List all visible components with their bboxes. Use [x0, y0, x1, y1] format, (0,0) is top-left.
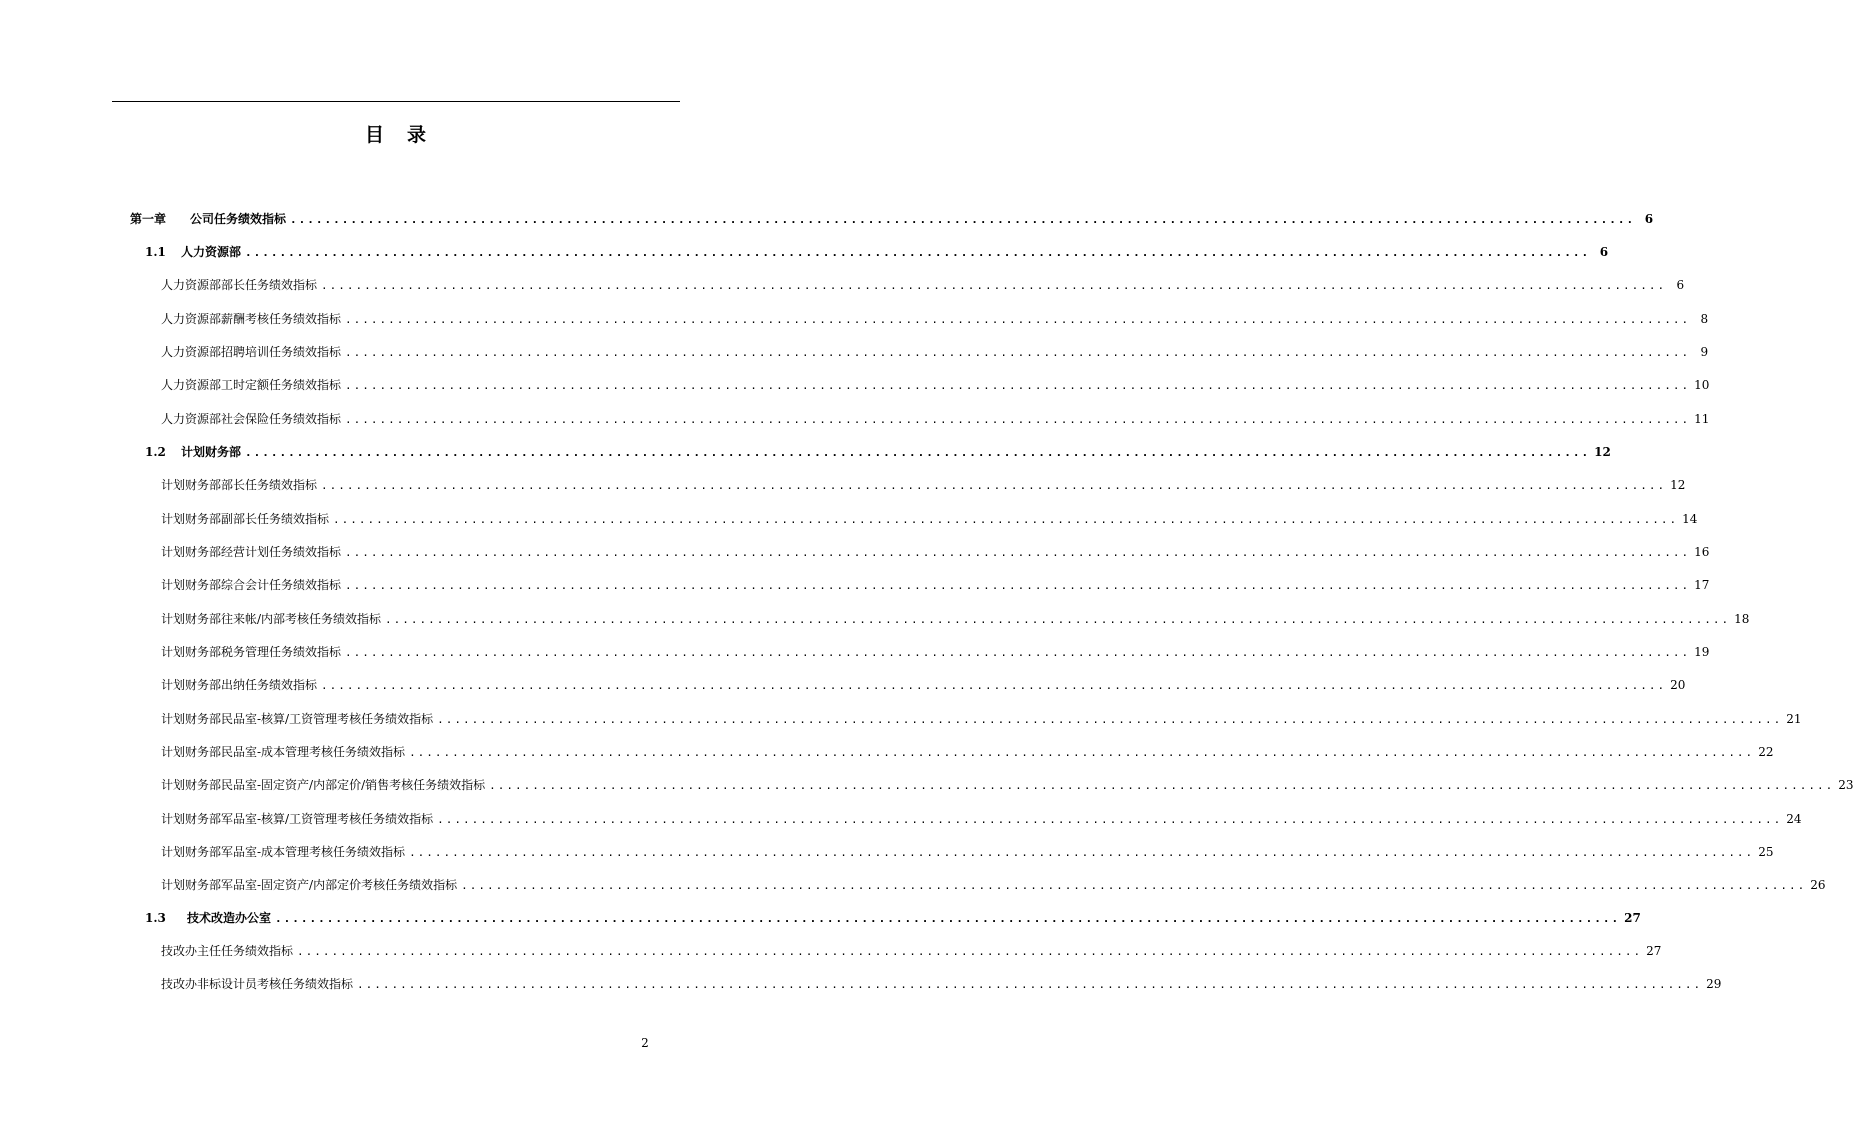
entry-title: 计划财务部军品室-固定资产/内部定价考核任务绩效指标: [161, 878, 458, 892]
entry-title: 计划财务部民品室-固定资产/内部定价/销售考核任务绩效指标: [161, 778, 486, 792]
toc-entry[interactable]: [161, 775, 1854, 795]
dot-leader: ............................................................................................................................................................: [345, 346, 1691, 359]
toc-entry[interactable]: [161, 809, 1802, 829]
dot-leader: ............................................................................................................................................................: [290, 213, 1636, 226]
dot-leader: ............................................................................................................................................................: [345, 379, 1691, 392]
dot-leader: ............................................................................................................................................................: [345, 313, 1691, 326]
entry-title: 人力资源部社会保险任务绩效指标: [161, 412, 342, 426]
entry-page: 12: [1670, 478, 1686, 492]
dot-leader: ............................................................................................................................................................: [489, 779, 1835, 792]
entry-page: 6: [1676, 278, 1685, 292]
toc-entry[interactable]: [161, 642, 1710, 662]
toc-entry[interactable]: [161, 941, 1662, 961]
dot-leader: ............................................................................................................................................................: [345, 413, 1691, 426]
entry-title: 计划财务部民品室-成本管理考核任务绩效指标: [161, 745, 406, 759]
dot-leader: ............................................................................................................................................................: [437, 713, 1783, 726]
toc-entry[interactable]: [161, 842, 1774, 862]
entry-title: 计划财务部副部长任务绩效指标: [161, 512, 330, 526]
entry-page: 6: [1644, 212, 1654, 226]
entry-page: 12: [1594, 445, 1611, 459]
dot-leader: ............................................................................................................................................................: [461, 879, 1807, 892]
entry-title: 技术改造办公室: [187, 911, 272, 925]
dot-leader: ............................................................................................................................................................: [437, 813, 1783, 826]
toc-entry[interactable]: [161, 375, 1710, 395]
entry-page: 24: [1786, 812, 1802, 826]
entry-title: 人力资源部工时定额任务绩效指标: [161, 378, 342, 392]
entry-title: 计划财务部: [181, 445, 242, 459]
dot-leader: ............................................................................................................................................................: [321, 479, 1667, 492]
entry-page: 27: [1624, 911, 1641, 925]
entry-number: 第一章: [130, 212, 167, 226]
entry-title: 计划财务部军品室-成本管理考核任务绩效指标: [161, 845, 406, 859]
dot-leader: ............................................................................................................................................................: [245, 246, 1591, 259]
entry-page: 17: [1694, 578, 1710, 592]
entry-page: 14: [1682, 512, 1698, 526]
entry-title: 计划财务部部长任务绩效指标: [161, 478, 318, 492]
dot-leader: ............................................................................................................................................................: [345, 579, 1691, 592]
entry-page: 21: [1786, 712, 1802, 726]
toc-entry[interactable]: [161, 709, 1802, 729]
toc-entry[interactable]: [161, 575, 1710, 595]
dot-leader: ............................................................................................................................................................: [297, 945, 1643, 958]
dot-leader: ............................................................................................................................................................: [385, 613, 1731, 626]
toc-entry-section-1-1[interactable]: [145, 242, 1609, 262]
entry-title: 人力资源部薪酬考核任务绩效指标: [161, 312, 342, 326]
dot-leader: ............................................................................................................................................................: [321, 279, 1667, 292]
toc-entry[interactable]: [161, 609, 1750, 629]
entry-title: 计划财务部综合会计任务绩效指标: [161, 578, 342, 592]
toc-entry[interactable]: [161, 275, 1685, 295]
entry-title: 技改办非标设计员考核任务绩效指标: [161, 977, 354, 991]
entry-title: 人力资源部招聘培训任务绩效指标: [161, 345, 342, 359]
toc-entry[interactable]: [161, 742, 1774, 762]
entry-number: 1.3: [145, 911, 166, 925]
entry-page: 19: [1694, 645, 1710, 659]
dot-leader: ............................................................................................................................................................: [409, 746, 1755, 759]
dot-leader: ............................................................................................................................................................: [275, 912, 1621, 925]
entry-page: 23: [1838, 778, 1854, 792]
entry-title: 计划财务部军品室-核算/工资管理考核任务绩效指标: [161, 812, 434, 826]
entry-title: 公司任务绩效指标: [190, 212, 287, 226]
page-number: 2: [641, 1036, 649, 1050]
entry-page: 22: [1758, 745, 1774, 759]
toc-entry[interactable]: [161, 475, 1686, 495]
dot-leader: ............................................................................................................................................................: [345, 646, 1691, 659]
entry-page: 10: [1694, 378, 1710, 392]
dot-leader: ............................................................................................................................................................: [409, 846, 1755, 859]
toc-entry-chapter-1[interactable]: [130, 209, 1654, 229]
entry-title: 人力资源部部长任务绩效指标: [161, 278, 318, 292]
toc-entry[interactable]: [161, 342, 1709, 362]
toc-entry-section-1-3[interactable]: [145, 908, 1641, 928]
entry-page: 29: [1706, 977, 1722, 991]
toc-entry[interactable]: [161, 875, 1826, 895]
dot-leader: ............................................................................................................................................................: [245, 446, 1591, 459]
entry-number: 1.1: [145, 245, 166, 259]
dot-leader: ............................................................................................................................................................: [357, 978, 1703, 991]
entry-page: 9: [1700, 345, 1709, 359]
entry-title: 计划财务部民品室-核算/工资管理考核任务绩效指标: [161, 712, 434, 726]
entry-page: 11: [1694, 412, 1710, 426]
entry-page: 8: [1700, 312, 1709, 326]
entry-page: 16: [1694, 545, 1710, 559]
toc-entry[interactable]: [161, 675, 1686, 695]
entry-title: 计划财务部往来帐/内部考核任务绩效指标: [161, 612, 382, 626]
entry-title: 技改办主任任务绩效指标: [161, 944, 294, 958]
toc-entry[interactable]: [161, 542, 1710, 562]
entry-page: 6: [1599, 245, 1609, 259]
dot-leader: ............................................................................................................................................................: [333, 513, 1679, 526]
entry-page: 18: [1734, 612, 1750, 626]
toc-entry-section-1-2[interactable]: [145, 442, 1611, 462]
entry-page: 27: [1646, 944, 1662, 958]
dot-leader: ............................................................................................................................................................: [321, 679, 1667, 692]
toc-entry[interactable]: [161, 309, 1709, 329]
toc-entry[interactable]: [161, 509, 1698, 529]
entry-title: 计划财务部出纳任务绩效指标: [161, 678, 318, 692]
toc-entry[interactable]: [161, 409, 1710, 429]
toc-title: 目 录: [364, 124, 428, 146]
toc-entry[interactable]: [161, 974, 1722, 994]
entry-title: 计划财务部经营计划任务绩效指标: [161, 545, 342, 559]
entry-title: 计划财务部税务管理任务绩效指标: [161, 645, 342, 659]
entry-page: 20: [1670, 678, 1686, 692]
dot-leader: ............................................................................................................................................................: [345, 546, 1691, 559]
entry-title: 人力资源部: [181, 245, 242, 259]
entry-page: 26: [1810, 878, 1826, 892]
entry-page: 25: [1758, 845, 1774, 859]
entry-number: 1.2: [145, 445, 166, 459]
